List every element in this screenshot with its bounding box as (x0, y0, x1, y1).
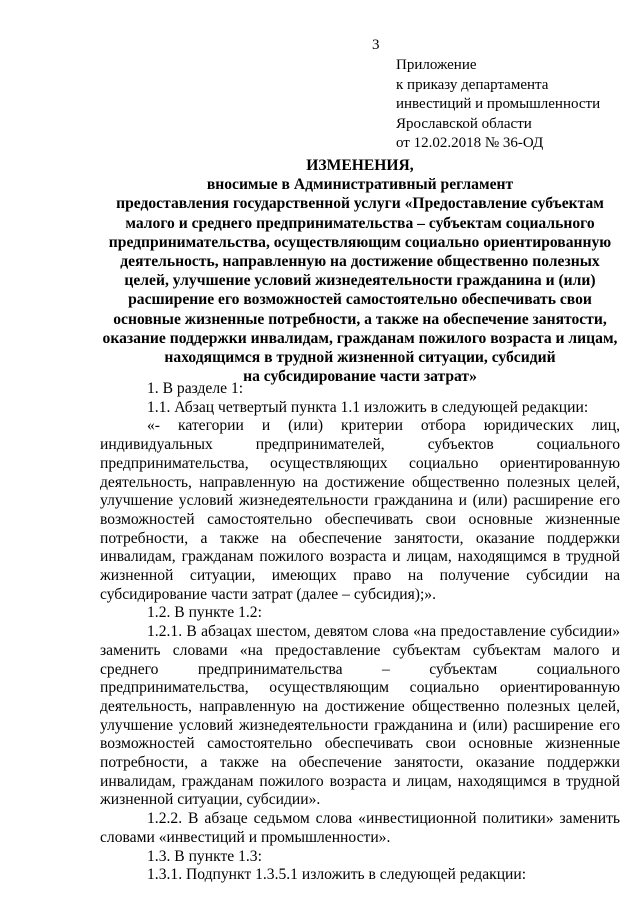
page-number: 3 (372, 37, 380, 53)
heading-line: предоставления государственной услуги «Предоставление субъектам (116, 195, 604, 213)
heading-line: находящимся в трудной жизненной ситуации, субсидий (164, 349, 556, 367)
paragraph-1-3: 1.3. В пункте 1.3: (147, 847, 262, 865)
heading-line: деятельность, направленную на достижение общественно полезных (120, 253, 600, 271)
paragraph-1-3-1: 1.3.1. Подпункт 1.3.5.1 изложить в следующей редакции: (147, 866, 527, 884)
paragraph-quote: «- категории и (или) критерии отбора юридических лиц, индивидуальных предпринимателей, субъектов социального предпринимательства, осуществляющих социально ориентированную деятельность, направленную на достижение общественно полезных целей, улучшение условий жизнедеятельности гражданина и (или) расширение его возможностей самостоятельно обеспечивать свои основные жизненные потребности, а также на обеспечение занятости, оказание поддержки инвалидам, гражданам пожилого возраста и лицам, находящимся в трудной жизненной ситуации, имеющих право на получение субсидии на субсидирование части затрат (далее – субсидия);». (100, 417, 620, 603)
appendix-line: Ярославской области (396, 115, 532, 132)
heading-line: расширение его возможностей самостоятельно обеспечивать свои (128, 291, 592, 309)
appendix-line: от 12.02.2018 № 36-ОД (396, 135, 544, 151)
appendix-line: Приложение (396, 57, 477, 73)
heading-line: на субсидирование части затрат» (243, 368, 477, 386)
heading-line: предпринимательства, осуществляющим социально ориентированную (108, 233, 612, 251)
heading-line: вносимые в Административный регламент (206, 176, 514, 194)
document-heading (100, 156, 620, 386)
heading-title: ИЗМЕНЕНИЯ, (306, 157, 414, 174)
heading-line: малого и среднего предпринимательства – субъектам социального (125, 214, 595, 232)
appendix-block (396, 56, 632, 154)
appendix-line: инвестиций и промышленности (396, 96, 601, 112)
appendix-line: к приказу департамента (396, 76, 549, 93)
paragraph-1-2-2: 1.2.2. В абзаце седьмом слова «инвестиционной политики» заменить словами «инвестиций и промышленности». (100, 810, 620, 846)
paragraph-1-1: 1.1. Абзац четвертый пункта 1.1 изложить в следующей редакции: (147, 398, 589, 416)
heading-line: целей, улучшение условий жизнедеятельности гражданина и (или) (124, 272, 596, 290)
paragraph-section-1: 1. В разделе 1: (147, 380, 244, 397)
document-body (100, 380, 620, 885)
heading-line: основные жизненные потребности, а также на обеспечение занятости, (113, 310, 607, 328)
paragraph-1-2-1: 1.2.1. В абзацах шестом, девятом слова «на предоставление субсидии» заменить словами «на предоставление субъектам субъектам малого и среднего предпринимательства – субъектам социального предпринимательства, осуществляющим социально ориентированную деятельность, направленную на достижение общественно полезных целей, улучшение условий жизнедеятельности гражданина и (или) расширение его возможностей самостоятельно обеспечивать свои основные жизненные потребности, а также на обеспечение занятости, оказание поддержки инвалидам, гражданам пожилого возраста и лицам, находящимся в трудной жизненной ситуации, субсидии». (100, 623, 620, 809)
heading-line: оказание поддержки инвалидам, гражданам пожилого возраста и лицам, (102, 329, 618, 347)
paragraph-1-2: 1.2. В пункте 1.2: (147, 604, 262, 622)
